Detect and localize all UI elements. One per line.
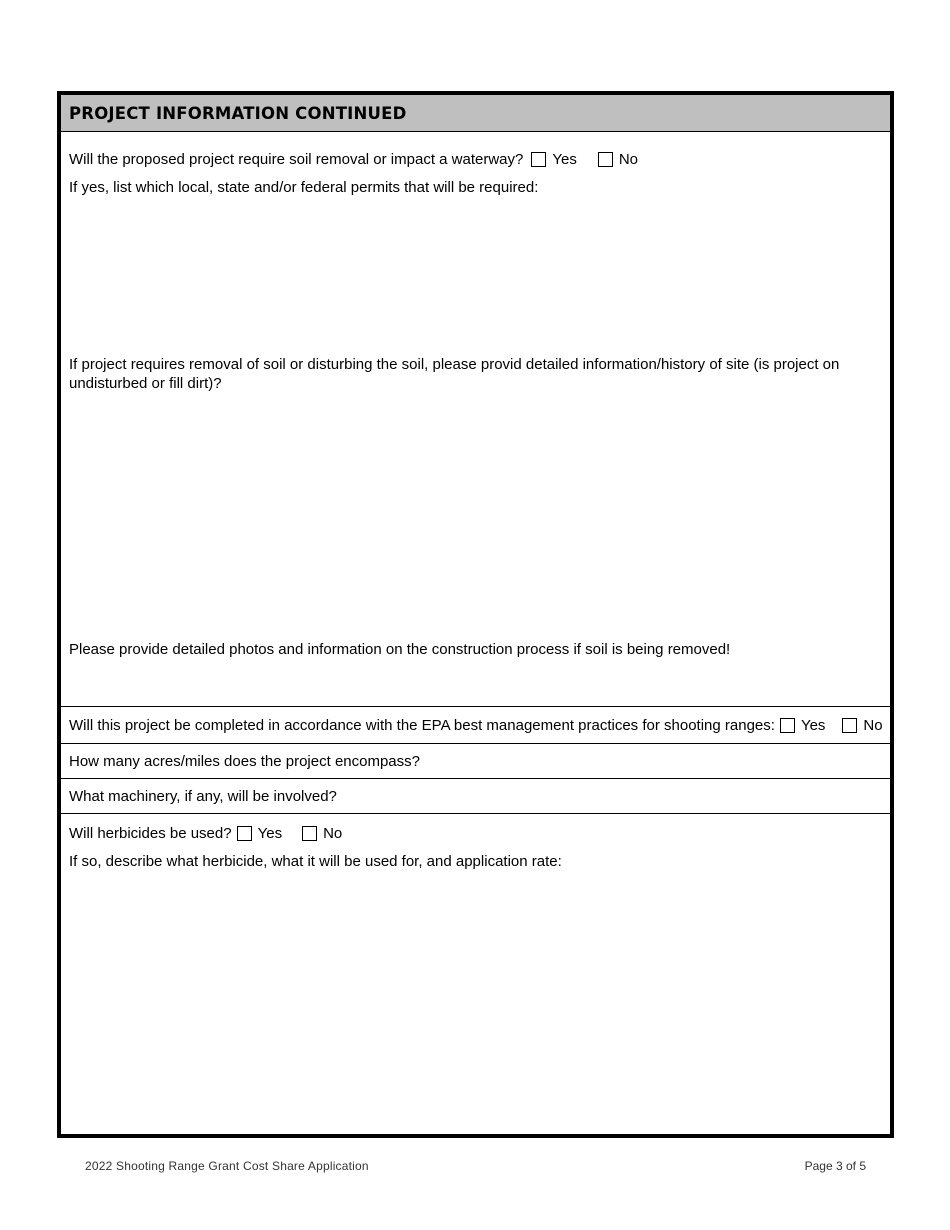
herbicide-question-row: [69, 823, 882, 843]
soil-history-prompt: If project requires removal of soil or disturbing the soil, please provid detailed information/history of site (is project on undisturbed or fill dirt)?: [69, 356, 840, 392]
acres-section: [61, 744, 890, 779]
herbicide-yes-label: Yes: [257, 824, 283, 842]
herbicide-yes-checkbox[interactable]: [237, 826, 252, 841]
footer-left: 2022 Shooting Range Grant Cost Share Application: [85, 1159, 369, 1173]
epa-yes-label: Yes: [800, 716, 826, 734]
machinery-question: What machinery, if any, will be involved?: [69, 787, 337, 805]
epa-no-checkbox[interactable]: [842, 718, 857, 733]
soil-question-row: [69, 149, 882, 169]
epa-no-label: No: [863, 716, 883, 734]
herbicide-no-option[interactable]: [302, 825, 342, 842]
soil-section: [61, 149, 890, 707]
soil-question: Will the proposed project require soil removal or impact a waterway?: [69, 150, 524, 168]
soil-no-checkbox[interactable]: [598, 152, 613, 167]
page-number: Page 3 of 5: [804, 1159, 866, 1173]
permits-prompt: If yes, list which local, state and/or federal permits that will be required:: [69, 179, 539, 196]
epa-section: [61, 707, 890, 744]
epa-no-option[interactable]: [842, 717, 882, 734]
soil-no-option[interactable]: [598, 151, 638, 168]
herbicide-no-checkbox[interactable]: [302, 826, 317, 841]
herbicide-section: [61, 823, 890, 1159]
epa-question: Will this project be completed in accordance with the EPA best management practices for shooting ranges:: [69, 716, 775, 734]
herbicide-question: Will herbicides be used?: [69, 824, 232, 842]
epa-yes-checkbox[interactable]: [780, 718, 795, 733]
epa-yes-option[interactable]: [780, 717, 825, 734]
soil-photos-note: Please provide detailed photos and information on the construction process if soil is being removed!: [69, 641, 731, 658]
soil-no-label: No: [618, 150, 639, 168]
permits-answer-area[interactable]: [69, 197, 882, 355]
herbicide-describe-prompt: If so, describe what herbicide, what it will be used for, and application rate:: [69, 853, 562, 870]
acres-question: How many acres/miles does the project encompass?: [69, 752, 420, 770]
section-header: [61, 95, 890, 132]
herbicide-no-label: No: [323, 824, 343, 842]
soil-yes-option[interactable]: [531, 151, 576, 168]
herbicide-yes-option[interactable]: [237, 825, 282, 842]
epa-question-row: [69, 715, 883, 735]
project-information-form: [57, 91, 894, 1138]
soil-history-answer-area[interactable]: [69, 393, 882, 640]
soil-yes-label: Yes: [552, 150, 577, 168]
section-title: PROJECT INFORMATION CONTINUED: [69, 103, 407, 123]
soil-yes-checkbox[interactable]: [531, 152, 546, 167]
herbicide-answer-area[interactable]: [69, 871, 882, 1141]
machinery-section: [61, 779, 890, 814]
